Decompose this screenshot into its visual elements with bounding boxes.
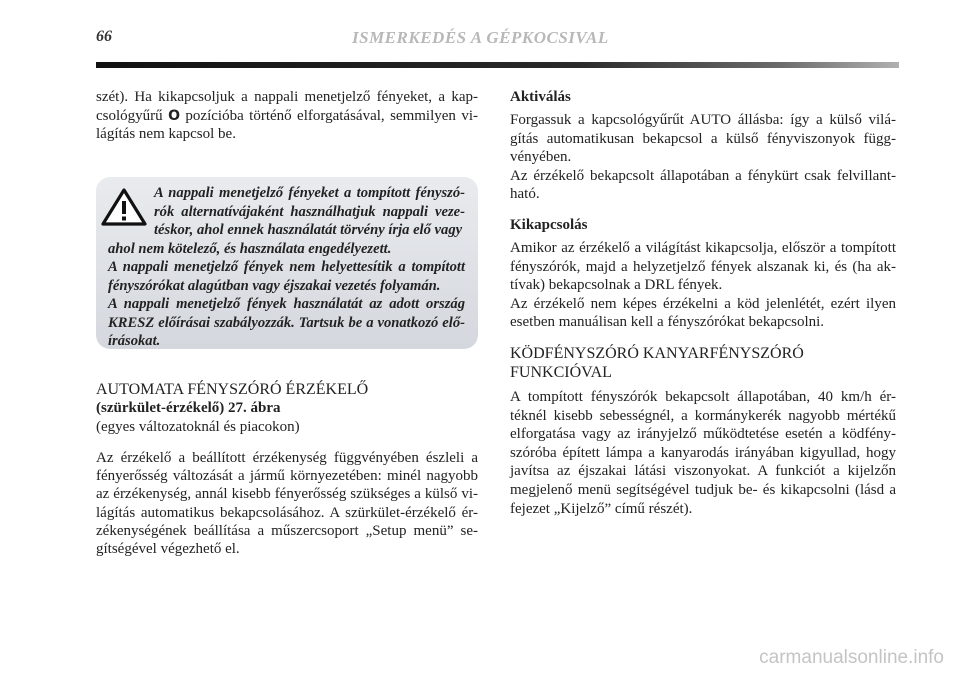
activation-para-1: Forgassuk a kapcsológyűrűt AUTO állásba: így a külső vilá-gítás automatikusan bekapcsol a külső fényviszonyok függ-vényében. <box>510 112 896 166</box>
left-column-intro <box>96 88 478 144</box>
deactivation-para-2: Az érzékelő nem képes érzékelni a köd jelenlétét, ezért ilyen esetben manuálisan kell a fényszórókat bekapcsolni. <box>510 295 896 331</box>
deactivation-heading: Kikapcsolás <box>510 216 588 233</box>
deactivation-para-1: Amikor az érzékelő a világítást kikapcsolja, először a tompított fényszórók, majd a helyzetjelző fények alszanak ki, és (ha ak-tívak) bekapcsolnak a DRL fények. <box>510 239 896 294</box>
ring-position-o-icon: O <box>168 107 180 124</box>
warning-para-1a: A nappali menetjelző fényeket a tompított fényszó-rók alternatívájaként használhatjuk nappali veze-téskor, ahol ennek használatát törvény írja elő vagy <box>154 185 465 238</box>
warning-para-3: A nappali menetjelző fények használatát az adott ország KRESZ előírásai szabályozzák. Tartsuk be a vonatkozó elő-írásokat. <box>108 296 465 349</box>
fog-body: A tompított fényszórók bekapcsolt állapotában, 40 km/h ér-téknél kisebb sebességnél, a kormánykerék nagyobb mértékű elforgatása vagy az irányjelző működtetése esetén a ködfény-szóróba épített lámpa a kanyarodás irányában kigyullad, hogy javítsa az éjszakai látási viszonyokat. A funkciót a kijelzőn megjelenő menü segítségével tudjuk be- és kikapcsolni (lásd a fejezet „Kijelző” című részét). <box>510 388 896 517</box>
sensor-body <box>96 449 478 558</box>
page-number: 66 <box>96 28 112 45</box>
intro-text: szét). Ha kikapcsoljuk a nappali menetjelző fényeket, a kap-csológyűrű <box>96 89 478 124</box>
sensor-section-header <box>96 380 478 437</box>
fog-title-line-2: FUNKCIÓVAL <box>510 363 612 381</box>
running-header: ISMERKEDÉS A GÉPKOCSIVAL <box>352 28 609 47</box>
warning-para-1b: ahol nem kötelező, és használata engedélyezett. <box>108 240 392 257</box>
warning-text <box>108 184 465 351</box>
activation-heading: Aktiválás <box>510 89 571 105</box>
spacer <box>510 332 896 344</box>
section-subtitle: (szürkület-érzékelő) 27. ábra <box>96 400 281 416</box>
activation-para-2: Az érzékelő bekapcsolt állapotában a fénykürt csak felvillant-ható. <box>510 167 896 203</box>
right-column <box>510 88 896 518</box>
fog-title-line-1: KÖDFÉNYSZÓRÓ KANYARFÉNYSZÓRÓ <box>510 344 804 362</box>
watermark: carmanualsonline.info <box>759 647 944 668</box>
section-note: (egyes változatoknál és piacokon) <box>96 419 300 435</box>
section-title: AUTOMATA FÉNYSZÓRÓ ÉRZÉKELŐ <box>96 381 369 398</box>
intro-text-2: pozícióba történő elforgatásával, semmilyen vi-lágítás nem kapcsol be. <box>96 107 478 143</box>
intro-paragraph <box>96 88 478 144</box>
spacer <box>510 204 896 216</box>
sensor-body-text: Az érzékelő a beállított érzékenység függvényében észleli a fényerősség változását a jármű környezetében: minél nagyobb az érzékenység, annál kisebb fényerősség szükséges a külső vi-lágítás automatikus bekapcsolásához. A szürkület-érzékelő ér-zékenységének beállítása a műszercsoport „Setup menü” se-gítségével végezhető el. <box>96 450 478 558</box>
header-rule <box>96 62 899 68</box>
warning-para-2: A nappali menetjelző fények nem helyettesítik a tompított fényszórókat alagútban vagy éjszakai vezetés folyamán. <box>108 259 465 294</box>
fog-section-title <box>510 344 896 382</box>
